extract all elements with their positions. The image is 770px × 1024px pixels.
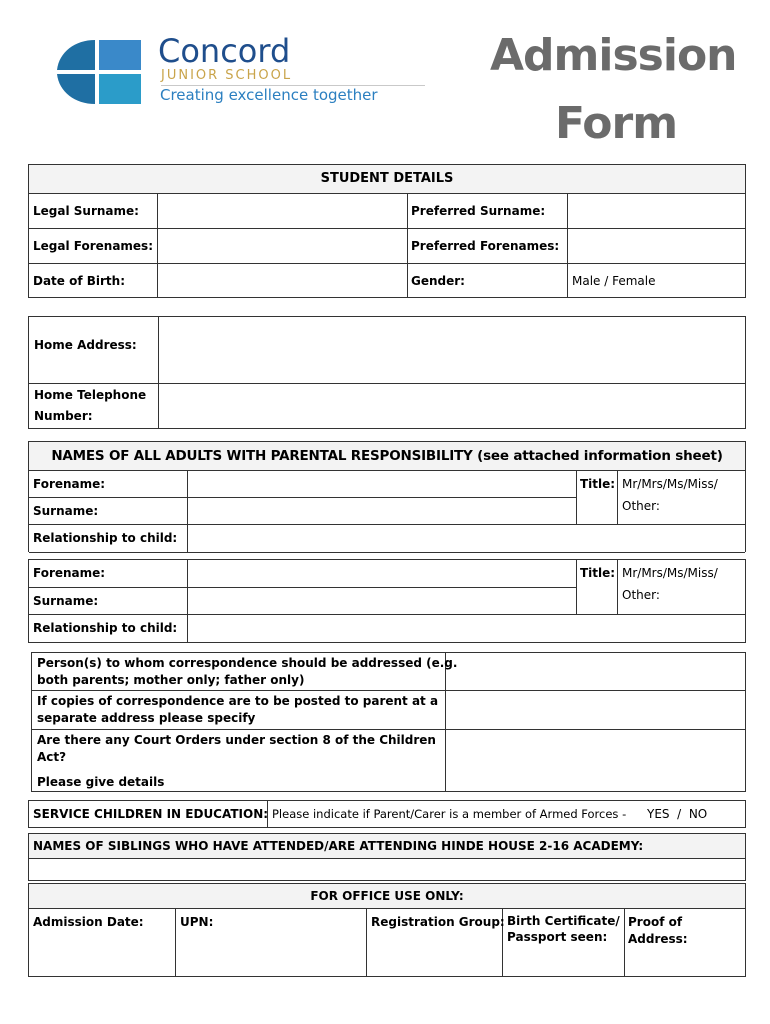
adult2-relationship-label: Relationship to child: bbox=[33, 621, 178, 635]
siblings-field[interactable] bbox=[29, 859, 745, 880]
legal-surname-label: Legal Surname: bbox=[33, 204, 139, 218]
parents-heading: NAMES OF ALL ADULTS WITH PARENTAL RESPONSIBILITY (see attached information sheet) bbox=[51, 448, 723, 464]
form-title-line2: Form bbox=[555, 98, 678, 149]
service-section bbox=[28, 800, 746, 828]
adult2-surname-label: Surname: bbox=[33, 594, 99, 608]
office-section bbox=[28, 883, 746, 977]
correspondence-section bbox=[31, 652, 746, 792]
adult1-title-label: Title: bbox=[580, 477, 616, 491]
adult1-forename-field[interactable] bbox=[188, 471, 576, 497]
home-address-label: Home Address: bbox=[34, 338, 137, 352]
adult1-relationship-field[interactable] bbox=[188, 525, 745, 552]
preferred-surname-field[interactable] bbox=[568, 194, 744, 228]
adult1-title-options[interactable]: Mr/Mrs/Ms/Miss/ bbox=[622, 477, 718, 491]
telephone-field[interactable] bbox=[159, 384, 745, 428]
dob-label: Date of Birth: bbox=[33, 274, 126, 288]
parents-section bbox=[28, 441, 746, 643]
logo-tagline: Creating excellence together bbox=[160, 86, 378, 104]
logo-emblem-icon bbox=[55, 38, 145, 106]
home-address-field[interactable] bbox=[159, 317, 745, 383]
correspondence-q3-field[interactable] bbox=[446, 730, 745, 791]
correspondence-q2-line1: If copies of correspondence are to be posted to parent at a bbox=[37, 694, 439, 708]
address-section bbox=[28, 316, 746, 429]
service-text: Please indicate if Parent/Carer is a member of Armed Forces - bbox=[272, 807, 627, 821]
telephone-label-2: Number: bbox=[34, 409, 93, 423]
logo-school: JUNIOR SCHOOL bbox=[161, 68, 293, 83]
legal-forenames-label: Legal Forenames: bbox=[33, 239, 153, 253]
preferred-surname-label: Preferred Surname: bbox=[411, 204, 546, 218]
proof-address-label: Proof of Address: bbox=[628, 915, 688, 946]
correspondence-q3-line2: Act? bbox=[37, 750, 67, 764]
correspondence-q1-line1: Person(s) to whom correspondence should be addressed (e.g. bbox=[37, 656, 458, 670]
form-title-line1: Admission bbox=[490, 30, 737, 81]
school-logo bbox=[55, 32, 435, 108]
logo-name: Concord bbox=[158, 32, 291, 70]
telephone-label-1: Home Telephone bbox=[34, 388, 147, 402]
adult2-title-label: Title: bbox=[580, 566, 616, 580]
adult2-forename-field[interactable] bbox=[188, 560, 576, 587]
legal-forenames-field[interactable] bbox=[158, 229, 407, 263]
correspondence-q2-field[interactable] bbox=[446, 691, 745, 729]
adult1-title-other[interactable]: Other: bbox=[622, 499, 660, 513]
preferred-forenames-label: Preferred Forenames: bbox=[411, 239, 560, 253]
adult2-title-options[interactable]: Mr/Mrs/Ms/Miss/ bbox=[622, 566, 718, 580]
siblings-section bbox=[28, 833, 746, 881]
admission-date-label: Admission Date: bbox=[33, 915, 144, 929]
gender-label: Gender: bbox=[411, 274, 465, 288]
student-details-heading: STUDENT DETAILS bbox=[320, 171, 454, 186]
correspondence-q2-line2: separate address please specify bbox=[37, 711, 256, 725]
upn-label: UPN: bbox=[180, 915, 214, 929]
adult1-surname-field[interactable] bbox=[188, 498, 576, 524]
correspondence-q1-field[interactable] bbox=[446, 653, 745, 690]
correspondence-q1-line2: both parents; mother only; father only) bbox=[37, 673, 305, 687]
adult1-forename-label: Forename: bbox=[33, 477, 106, 491]
adult1-relationship-label: Relationship to child: bbox=[33, 531, 178, 545]
correspondence-q3-line3: Please give details bbox=[37, 775, 165, 789]
birth-cert-label-2: Passport seen: bbox=[507, 930, 608, 944]
adult2-relationship-field[interactable] bbox=[188, 615, 745, 642]
student-details-section bbox=[28, 164, 746, 298]
legal-surname-field[interactable] bbox=[158, 194, 407, 228]
adult2-surname-field[interactable] bbox=[188, 588, 576, 614]
adult2-title-other[interactable]: Other: bbox=[622, 588, 660, 602]
registration-group-label: Registration Group: bbox=[371, 915, 505, 929]
adult1-surname-label: Surname: bbox=[33, 504, 99, 518]
service-options[interactable]: YES / NO bbox=[647, 807, 708, 821]
service-label: SERVICE CHILDREN IN EDUCATION: bbox=[33, 807, 269, 821]
correspondence-q3-line1: Are there any Court Orders under section 8 of the Children bbox=[37, 733, 436, 747]
siblings-label: NAMES OF SIBLINGS WHO HAVE ATTENDED/ARE ATTENDING HINDE HOUSE 2-16 ACADEMY: bbox=[33, 839, 644, 853]
gender-options[interactable]: Male / Female bbox=[572, 274, 656, 288]
birth-cert-label-1: Birth Certificate/ bbox=[507, 914, 620, 928]
preferred-forenames-field[interactable] bbox=[568, 229, 744, 263]
dob-field[interactable] bbox=[158, 264, 407, 297]
office-heading: FOR OFFICE USE ONLY: bbox=[310, 889, 464, 903]
adult2-forename-label: Forename: bbox=[33, 566, 106, 580]
